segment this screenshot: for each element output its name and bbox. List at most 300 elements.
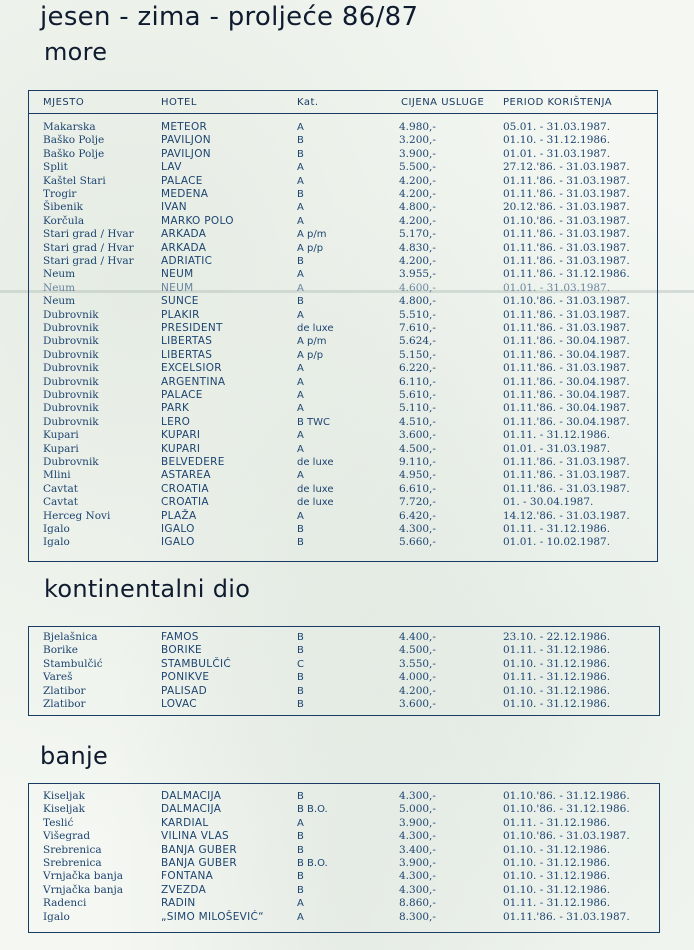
cell-category: A <box>297 510 304 522</box>
cell-period: 01.10.'86. - 31.03.1987. <box>503 214 630 227</box>
table-row <box>29 322 657 335</box>
cell-price: 4.300,- <box>399 790 436 802</box>
cell-price: 3.900,- <box>399 816 436 829</box>
cell-period: 01.11.'86. - 30.04.1987. <box>503 375 630 388</box>
cell-price: 4.400,- <box>399 631 436 643</box>
cell-place: Trogir <box>43 188 77 200</box>
table-row <box>29 698 659 711</box>
column-header-category: Kat. <box>297 97 319 108</box>
cell-period: 01.10.'86. - 31.03.1987. <box>503 830 630 843</box>
cell-hotel: ZVEZDA <box>161 883 207 896</box>
cell-price: 6.220,- <box>399 362 436 375</box>
cell-category: B <box>297 672 304 684</box>
cell-hotel: PALACE <box>161 174 203 187</box>
cell-period: 01.11. - 31.12.1986. <box>503 429 611 442</box>
cell-hotel: KARDIAL <box>161 816 209 829</box>
cell-place: Kiseljak <box>43 790 86 802</box>
table-row <box>29 268 657 281</box>
cell-price: 5.500,- <box>399 161 436 174</box>
cell-category: de luxe <box>297 457 334 468</box>
cell-place: Dubrovnik <box>43 308 99 321</box>
cell-price: 4.300,- <box>399 830 436 843</box>
cell-category: A <box>297 202 304 214</box>
table-kontinentalni <box>28 626 660 716</box>
cell-price: 4.300,- <box>399 523 436 535</box>
cell-period: 01.11. - 31.12.1986. <box>503 897 611 910</box>
cell-price: 6.610,- <box>399 482 436 495</box>
cell-place: Vrnjačka banja <box>43 870 123 883</box>
cell-price: 4.800,- <box>399 295 436 308</box>
cell-place: Split <box>43 161 68 174</box>
cell-place: Baško Polje <box>43 134 105 147</box>
table-row <box>29 228 657 241</box>
cell-hotel: MEDENA <box>161 188 209 200</box>
cell-hotel: PALISAD <box>161 684 208 697</box>
table-row <box>29 897 659 910</box>
cell-price: 4.200,- <box>399 684 436 697</box>
cell-place: Igalo <box>43 536 70 549</box>
cell-period: 01.10. - 31.12.1986. <box>503 870 611 883</box>
cell-price: 5.170,- <box>399 228 436 241</box>
cell-hotel: DALMACIJA <box>161 803 222 816</box>
cell-period: 01.11.'86. - 30.04.1987. <box>503 389 630 401</box>
section-heading-kontinentalni: kontinentalni dio <box>44 575 251 603</box>
cell-period: 01.11. - 31.12.1986. <box>503 523 611 535</box>
table-row <box>29 496 657 509</box>
cell-price: 5.000,- <box>399 803 436 816</box>
cell-place: Stari grad / Hvar <box>43 241 134 254</box>
table-row <box>29 830 659 843</box>
table-more <box>28 90 658 562</box>
cell-place: Kiseljak <box>43 803 86 816</box>
cell-category: de luxe <box>297 497 334 509</box>
cell-category: B <box>297 296 304 308</box>
cell-period: 01.10.'86. - 31.12.1986. <box>503 803 630 816</box>
cell-hotel: VILINA VLAS <box>161 830 230 843</box>
table-row <box>29 671 659 684</box>
cell-period: 01.01. - 31.03.1987. <box>503 442 611 455</box>
cell-period: 01.11.'86. - 31.03.1987. <box>503 241 630 254</box>
cell-category: A <box>297 162 304 174</box>
cell-place: Kupari <box>43 429 79 442</box>
cell-category: B <box>297 844 304 856</box>
cell-place: Stari grad / Hvar <box>43 228 134 241</box>
cell-price: 5.610,- <box>399 389 436 401</box>
cell-hotel: BORIKE <box>161 644 202 657</box>
table-row <box>29 376 657 389</box>
column-header-price: CIJENA USLUGE <box>401 97 485 108</box>
cell-price: 9.110,- <box>399 456 436 468</box>
cell-category: A <box>297 122 304 133</box>
cell-place: Radenci <box>43 897 87 910</box>
cell-place: Neum <box>43 295 76 308</box>
cell-price: 3.900,- <box>399 147 436 160</box>
cell-category: A <box>297 430 304 442</box>
cell-place: Cavtat <box>43 482 78 495</box>
cell-period: 01.10. - 31.12.1986. <box>503 883 611 896</box>
table-row <box>29 309 657 322</box>
cell-period: 01.11.'86. - 31.12.1986. <box>503 268 630 281</box>
cell-place: Šibenik <box>43 201 83 214</box>
cell-place: Višegrad <box>43 830 91 843</box>
table-row <box>29 631 659 644</box>
cell-category: de luxe <box>297 323 334 334</box>
cell-period: 01.11.'86. - 30.04.1987. <box>503 335 630 348</box>
section-heading-more: more <box>44 38 108 66</box>
table-row <box>29 456 657 469</box>
table-banje <box>28 783 660 933</box>
cell-place: Zlatibor <box>43 684 86 697</box>
cell-period: 01.11.'86. - 31.03.1987. <box>503 228 630 241</box>
cell-period: 01.11.'86. - 31.03.1987. <box>503 174 630 187</box>
cell-price: 5.510,- <box>399 308 436 321</box>
table-row <box>29 870 659 883</box>
cell-hotel: IVAN <box>161 201 187 214</box>
cell-place: Makarska <box>43 121 96 133</box>
table-row <box>29 536 657 549</box>
table-row <box>29 134 657 147</box>
cell-category: A <box>297 470 304 482</box>
table-row <box>29 685 659 698</box>
cell-price: 5.660,- <box>399 536 436 549</box>
cell-hotel: METEOR <box>161 121 208 133</box>
cell-place: Stambulčić <box>43 657 103 670</box>
cell-period: 01.11.'86. - 30.04.1987. <box>503 402 630 415</box>
cell-hotel: PALACE <box>161 389 203 401</box>
cell-hotel: NEUM <box>161 268 194 281</box>
cell-category: A <box>297 443 304 455</box>
cell-hotel: PRESIDENT <box>161 322 223 334</box>
table-row <box>29 282 657 295</box>
cell-price: 5.624,- <box>399 335 436 348</box>
cell-category: C <box>297 658 304 670</box>
cell-price: 4.950,- <box>399 469 436 482</box>
cell-price: 4.830,- <box>399 241 436 254</box>
cell-hotel: PONIKVE <box>161 671 210 684</box>
cell-period: 01.11.'86. - 30.04.1987. <box>503 348 630 361</box>
cell-hotel: RADIN <box>161 897 196 910</box>
cell-hotel: BELVEDERE <box>161 456 225 468</box>
cell-category: A <box>297 911 304 923</box>
cell-period: 01.11.'86. - 31.03.1987. <box>503 469 630 482</box>
cell-hotel: STAMBULČIĆ <box>161 657 232 670</box>
cell-period: 01.10.'86. - 31.03.1987. <box>503 295 630 308</box>
cell-hotel: LAV <box>161 161 182 174</box>
cell-price: 4.200,- <box>399 255 436 267</box>
cell-place: Neum <box>43 281 76 294</box>
cell-place: Kaštel Stari <box>43 174 106 187</box>
cell-place: Stari grad / Hvar <box>43 255 134 267</box>
table-row <box>29 884 659 897</box>
cell-hotel: IGALO <box>161 536 195 549</box>
table-row <box>29 148 657 161</box>
cell-place: Kupari <box>43 442 79 455</box>
cell-category: A <box>297 363 304 375</box>
cell-price: 4.500,- <box>399 644 436 657</box>
cell-category: B <box>297 256 304 267</box>
table-row <box>29 402 657 415</box>
cell-hotel: BANJA GUBER <box>161 843 237 856</box>
cell-place: Igalo <box>43 523 70 535</box>
cell-period: 01.01. - 10.02.1987. <box>503 536 611 549</box>
cell-price: 4.300,- <box>399 883 436 896</box>
cell-category: A p/m <box>297 336 327 348</box>
cell-place: Korčula <box>43 214 85 227</box>
cell-category: A <box>297 215 304 227</box>
cell-price: 3.600,- <box>399 698 436 710</box>
cell-hotel: PAVILJON <box>161 134 211 147</box>
cell-period: 01.11.'86. - 31.03.1987. <box>503 362 630 375</box>
cell-hotel: ARGENTINA <box>161 375 226 388</box>
cell-category: B <box>297 645 304 657</box>
cell-place: Dubrovnik <box>43 456 99 468</box>
cell-category: A <box>297 309 304 321</box>
cell-price: 4.510,- <box>399 415 436 428</box>
table-row <box>29 201 657 214</box>
cell-hotel: CROATIA <box>161 496 209 509</box>
cell-place: Dubrovnik <box>43 375 99 388</box>
cell-period: 05.01. - 31.03.1987. <box>503 121 611 133</box>
table-row <box>29 644 659 657</box>
cell-hotel: KUPARI <box>161 429 201 442</box>
cell-category: B <box>297 884 304 896</box>
cell-place: Neum <box>43 268 76 281</box>
cell-category: B <box>297 791 304 802</box>
cell-period: 01.10. - 31.12.1986. <box>503 134 611 147</box>
cell-category: A <box>297 175 304 187</box>
table-row <box>29 857 659 870</box>
cell-hotel: BANJA GUBER <box>161 857 237 869</box>
column-header-place: MJESTO <box>43 97 85 108</box>
cell-hotel: ASTAREA <box>161 469 211 482</box>
cell-category: B <box>297 831 304 843</box>
cell-price: 4.980,- <box>399 121 436 133</box>
cell-hotel: MARKO POLO <box>161 214 234 227</box>
table-row <box>29 335 657 348</box>
cell-price: 8.300,- <box>399 910 436 923</box>
table-row <box>29 242 657 255</box>
cell-price: 5.150,- <box>399 348 436 361</box>
table-row <box>29 121 657 134</box>
cell-period: 01.10. - 31.12.1986. <box>503 684 611 697</box>
cell-period: 01.01. - 31.03.1987. <box>503 147 611 160</box>
cell-place: Borike <box>43 644 78 657</box>
cell-hotel: DALMACIJA <box>161 790 222 802</box>
cell-price: 3.400,- <box>399 843 436 856</box>
header-divider <box>29 113 657 114</box>
column-header-period: PERIOD KORIŠTENJA <box>503 97 613 108</box>
cell-price: 6.420,- <box>399 509 436 522</box>
table-row <box>29 175 657 188</box>
cell-place: Vareš <box>43 671 73 684</box>
table-row <box>29 469 657 482</box>
table-row <box>29 817 659 830</box>
cell-price: 7.720,- <box>399 496 436 509</box>
cell-period: 20.12.'86. - 31.03.1987. <box>503 201 630 214</box>
cell-period: 01.11.'86. - 31.03.1987. <box>503 456 630 468</box>
cell-hotel: NEUM <box>161 281 194 294</box>
cell-hotel: LIBERTAS <box>161 335 213 348</box>
table-row <box>29 416 657 429</box>
table-row <box>29 161 657 174</box>
cell-hotel: PAVILJON <box>161 147 211 160</box>
table-row <box>29 790 659 803</box>
column-header-hotel: HOTEL <box>161 97 197 108</box>
cell-hotel: CROATIA <box>161 482 209 495</box>
cell-category: A <box>297 390 304 401</box>
cell-price: 4.600,- <box>399 281 436 294</box>
cell-hotel: LOVAC <box>161 698 197 710</box>
table-row <box>29 255 657 268</box>
cell-price: 4.500,- <box>399 442 436 455</box>
table-row <box>29 803 659 816</box>
table-row <box>29 295 657 308</box>
cell-place: Igalo <box>43 910 70 923</box>
cell-hotel: KUPARI <box>161 442 201 455</box>
cell-period: 27.12.'86. - 31.03.1987. <box>503 161 630 174</box>
cell-place: Bjelašnica <box>43 631 98 643</box>
cell-hotel: SUNCE <box>161 295 199 308</box>
cell-category: B <box>297 135 304 147</box>
cell-category: A <box>297 403 304 415</box>
cell-category: B <box>297 871 304 883</box>
cell-place: Srebrenica <box>43 843 102 856</box>
cell-category: A p/p <box>297 349 324 361</box>
cell-category: B <box>297 189 304 200</box>
cell-place: Baško Polje <box>43 147 105 160</box>
cell-price: 7.610,- <box>399 322 436 334</box>
cell-category: B <box>297 537 304 549</box>
cell-price: 3.900,- <box>399 857 436 869</box>
cell-hotel: PLAŽA <box>161 509 197 522</box>
cell-category: B B.O. <box>297 804 328 816</box>
cell-place: Srebrenica <box>43 857 102 869</box>
cell-category: A <box>297 898 304 910</box>
cell-period: 01.11.'86. - 31.03.1987. <box>503 482 630 495</box>
cell-place: Herceg Novi <box>43 509 111 522</box>
cell-price: 3.600,- <box>399 429 436 442</box>
cell-period: 01.10. - 31.12.1986. <box>503 657 611 670</box>
cell-place: Dubrovnik <box>43 362 99 375</box>
table-row <box>29 911 659 924</box>
cell-category: B <box>297 524 304 535</box>
cell-hotel: ARKADA <box>161 228 207 241</box>
cell-place: Cavtat <box>43 496 78 509</box>
cell-price: 8.860,- <box>399 897 436 910</box>
table-row <box>29 510 657 523</box>
table-row <box>29 483 657 496</box>
cell-price: 3.550,- <box>399 657 436 670</box>
cell-place: Dubrovnik <box>43 415 99 428</box>
cell-period: 01.11. - 31.12.1986. <box>503 644 611 657</box>
cell-place: Vrnjačka banja <box>43 883 123 896</box>
cell-price: 4.000,- <box>399 671 436 684</box>
cell-hotel: ADRIATIC <box>161 255 213 267</box>
cell-period: 01.11.'86. - 30.04.1987. <box>503 415 630 428</box>
cell-period: 01.11. - 31.12.1986. <box>503 816 611 829</box>
cell-category: A <box>297 269 304 281</box>
cell-price: 3.200,- <box>399 134 436 147</box>
cell-hotel: PARK <box>161 402 190 415</box>
cell-hotel: FONTANA <box>161 870 214 883</box>
table-row <box>29 443 657 456</box>
table-row <box>29 362 657 375</box>
cell-place: Dubrovnik <box>43 322 99 334</box>
cell-category: B <box>297 148 304 160</box>
cell-period: 01.10. - 31.12.1986. <box>503 857 611 869</box>
cell-place: Dubrovnik <box>43 348 99 361</box>
cell-period: 01.11.'86. - 31.03.1987. <box>503 308 630 321</box>
cell-category: A p/m <box>297 229 327 241</box>
table-row <box>29 389 657 402</box>
cell-period: 01.10. - 31.12.1986. <box>503 843 611 856</box>
cell-hotel: PLAKIR <box>161 308 200 321</box>
table-row <box>29 215 657 228</box>
table-row <box>29 844 659 857</box>
table-row <box>29 349 657 362</box>
cell-place: Mlini <box>43 469 71 482</box>
cell-period: 01.10.'86. - 31.12.1986. <box>503 790 630 802</box>
cell-place: Zlatibor <box>43 698 86 710</box>
cell-category: B TWC <box>297 416 331 428</box>
cell-period: 01.11.'86. - 31.03.1987. <box>503 910 630 923</box>
cell-place: Dubrovnik <box>43 389 99 401</box>
cell-period: 01.11.'86. - 31.03.1987. <box>503 188 630 200</box>
cell-category: A <box>297 376 304 388</box>
cell-price: 4.200,- <box>399 174 436 187</box>
cell-hotel: „SIMO MILOŠEVIĆ“ <box>161 910 264 923</box>
cell-period: 01.11.'86. - 31.03.1987. <box>503 255 630 267</box>
cell-price: 4.200,- <box>399 188 436 200</box>
cell-hotel: IGALO <box>161 523 195 535</box>
cell-category: A p/p <box>297 242 324 254</box>
cell-price: 3.955,- <box>399 268 436 281</box>
cell-category: de luxe <box>297 483 334 495</box>
cell-hotel: EXCELSIOR <box>161 362 222 375</box>
table-row <box>29 658 659 671</box>
cell-period: 01. - 30.04.1987. <box>503 496 594 509</box>
cell-place: Dubrovnik <box>43 335 99 348</box>
cell-period: 23.10. - 22.12.1986. <box>503 631 611 643</box>
table-row <box>29 188 657 201</box>
cell-price: 4.800,- <box>399 201 436 214</box>
cell-category: B <box>297 699 304 710</box>
cell-category: B <box>297 632 304 643</box>
cell-period: 01.11.'86. - 31.03.1987. <box>503 322 630 334</box>
cell-category: A <box>297 282 304 294</box>
cell-category: A <box>297 817 304 829</box>
cell-hotel: LERO <box>161 415 191 428</box>
cell-price: 4.300,- <box>399 870 436 883</box>
cell-price: 4.200,- <box>399 214 436 227</box>
section-heading-banje: banje <box>40 742 109 770</box>
cell-price: 5.110,- <box>399 402 436 415</box>
cell-place: Dubrovnik <box>43 402 99 415</box>
table-row <box>29 523 657 536</box>
cell-period: 01.01. - 31.03.1987. <box>503 281 611 294</box>
cell-hotel: FAMOS <box>161 631 199 643</box>
cell-category: B <box>297 685 304 697</box>
cell-period: 14.12.'86. - 31.03.1987. <box>503 509 630 522</box>
cell-place: Teslić <box>43 816 74 829</box>
cell-hotel: ARKADA <box>161 241 207 254</box>
cell-category: B B.O. <box>297 858 328 869</box>
cell-period: 01.10. - 31.12.1986. <box>503 698 611 710</box>
page-title: jesen - zima - proljeće 86/87 <box>40 2 419 32</box>
cell-price: 6.110,- <box>399 375 436 388</box>
table-row <box>29 429 657 442</box>
cell-hotel: LIBERTAS <box>161 348 213 361</box>
